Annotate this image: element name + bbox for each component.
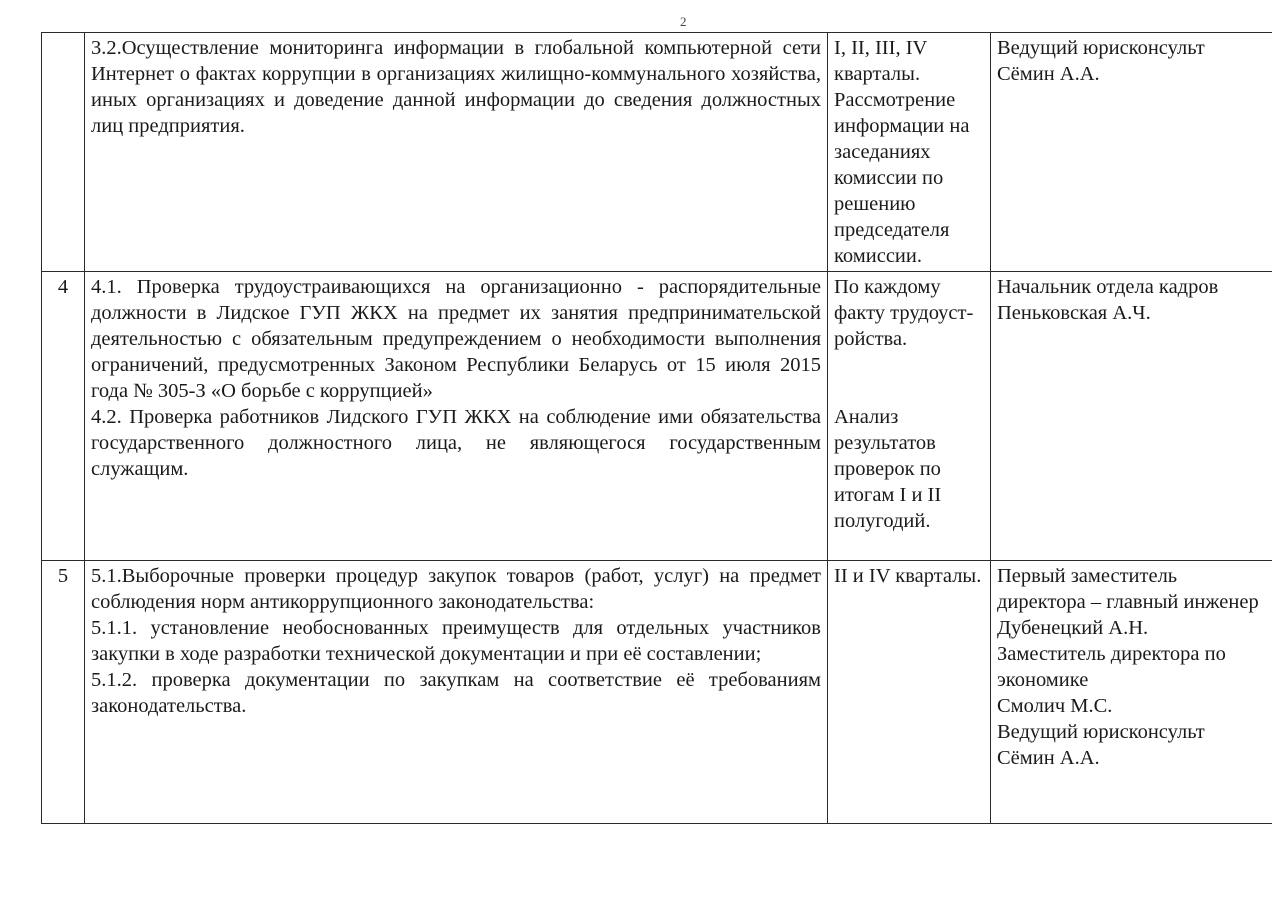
responsible-cell [991, 272, 1272, 561]
responsible-text: Заместитель директора по экономике [997, 643, 1226, 691]
plan-table [41, 32, 1272, 824]
responsible-text: Сёмин А.А. [997, 747, 1100, 769]
term-text: Анализ результатов проверок по итогам I и II полугодий. [834, 406, 942, 532]
responsible-text: Смолич М.С. [997, 695, 1113, 717]
row-number-cell: 5 [42, 561, 85, 824]
responsible-text: Ведущий юрисконсульт [997, 721, 1205, 743]
term-cell [828, 33, 991, 272]
task-text: 5.1.1. установление необоснованных преимуществ для отдельных участников закупки в ходе разработки технической документации и при её составлении; [91, 617, 821, 665]
responsible-text: Первый заместитель директора – главный инженер [997, 565, 1259, 613]
task-text: 4.1. Проверка трудоустраивающихся на организационно - распорядительные должности в Лидское ГУП ЖКХ на предмет их занятия предпринимательской деятельностью с обязательным предупреждением о необходимости выполнения ограничений, предусмотренных Законом Республики Беларусь от 15 июля 2015 года № 305-З «О борьбе с коррупцией» [91, 276, 821, 402]
page-number: 2 [680, 14, 687, 29]
task-text: 5.1.2. проверка документации по закупкам на соответствие её требованиям законодательства. [91, 669, 821, 717]
responsible-cell [991, 561, 1272, 824]
task-cell [85, 33, 828, 272]
table-row [42, 272, 1272, 561]
term-text: По каждому факту трудоуст-ройства. [834, 276, 974, 350]
term-text: II и IV кварталы. [834, 565, 982, 587]
task-text: 5.1.Выборочные проверки процедур закупок товаров (работ, услуг) на предмет соблюдения норм антикоррупционного законодательства: [91, 565, 821, 613]
term-cell [828, 561, 991, 824]
task-text: 4.2. Проверка работников Лидского ГУП ЖКХ на соблюдение ими обязательства государственного должностного лица, не являющегося государственным служащим. [91, 406, 821, 480]
responsible-text: Дубенецкий А.Н. [997, 617, 1149, 639]
task-cell [85, 272, 828, 561]
table-row [42, 33, 1272, 272]
term-cell [828, 272, 991, 561]
task-text: 3.2.Осуществление мониторинга информации в глобальной компьютерной сети Интернет о фактах коррупции в организациях жилищно-коммунального хозяйства, иных организациях и доведение данной информации до сведения должностных лиц предприятия. [91, 37, 821, 137]
responsible-text: Ведущий юрисконсульт Сёмин А.А. [997, 37, 1205, 85]
term-text: I, II, III, IV кварталы. Рассмотрение информации на заседаниях комиссии по решению председателя комиссии. [834, 37, 970, 267]
task-cell [85, 561, 828, 824]
row-number-cell [42, 33, 85, 272]
responsible-text: Начальник отдела кадров Пеньковская А.Ч. [997, 276, 1219, 324]
row-number-cell: 4 [42, 272, 85, 561]
table-row [42, 561, 1272, 824]
responsible-cell [991, 33, 1272, 272]
